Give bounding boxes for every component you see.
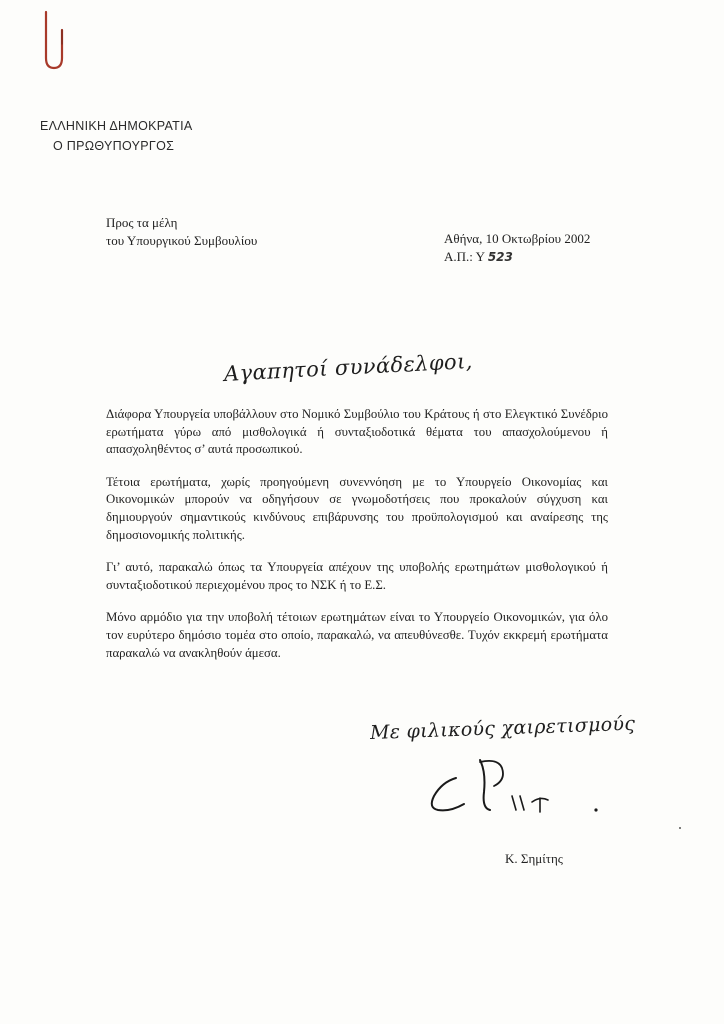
body-paragraph: Γι’ αυτό, παρακαλώ όπως τα Υπουργεία απέχουν της υποβολής ερωτημάτων μισθολογικού ή συνταξιοδοτικού περιεχομένου προς το ΝΣΚ ή το Ε.Σ.: [106, 560, 608, 592]
reference-prefix: Α.Π.: Υ: [444, 249, 485, 264]
letterhead-prime-minister: Ο ΠΡΩΘΥΠΟΥΡΓΟΣ: [53, 139, 175, 153]
letterhead-republic: ΕΛΛΗΝΙΚΗ ΔΗΜΟΚΡΑΤΙΑ: [40, 119, 193, 133]
body-paragraph: Μόνο αρμόδιο για την υποβολή τέτοιων ερωτημάτων είναι το Υπουργείο Οικονομικών, για όλο τον ευρύτερο δημόσιο τομέα στο οποίο, παρακαλώ, να απευθύνεσθε. Τυχόν εκκρεμή ερωτήματα παρακαλώ να ανακληθούν άμεσα.: [106, 610, 608, 660]
paper-clip-mark: [38, 8, 68, 72]
letter-body: [106, 406, 608, 677]
body-paragraph: Τέτοια ερωτήματα, χωρίς προηγούμενη συνεννόηση με το Υπουργείο Οικονομίας και Οικονομικών μπορούν να οδηγήσουν σε γνωμοδοτήσεις που προκαλούν σύγχυση και δημιουργούν σημαντικούς κινδύνους επιβάρυνσης του προϋπολογισμού και αναίρεσης της δημοσιονομικής πολιτικής.: [106, 474, 608, 542]
reference-handwritten-number: 523: [487, 250, 513, 264]
date-block: [444, 230, 590, 266]
handwritten-signature: [420, 752, 620, 822]
handwritten-closing: Με φιλικούς χαιρετισμούς: [369, 712, 636, 744]
scan-speck: [679, 827, 681, 829]
body-paragraph: Διάφορα Υπουργεία υποβάλλουν στο Νομικό Συμβούλιο του Κράτους ή στο Ελεγκτικό Συνέδριο ερωτήματα γύρω από μισθολογικά ή συνταξιοδοτικά θέματα του απασχολούμενου ή απασχοληθέντος σ’ αυτά προσωπικού.: [106, 407, 608, 457]
recipient-block: [106, 214, 257, 250]
letter-date: Αθήνα, 10 Οκτωβρίου 2002: [444, 231, 591, 246]
handwritten-greeting: Αγαπητοί συνάδελφοι,: [223, 348, 474, 386]
reference-number: [444, 248, 590, 266]
letterhead: [40, 116, 193, 156]
recipient-line-1: Προς τα μέλη: [106, 215, 178, 230]
signatory-name: Κ. Σημίτης: [505, 851, 563, 866]
recipient-line-2: του Υπουργικού Συμβουλίου: [106, 233, 258, 248]
